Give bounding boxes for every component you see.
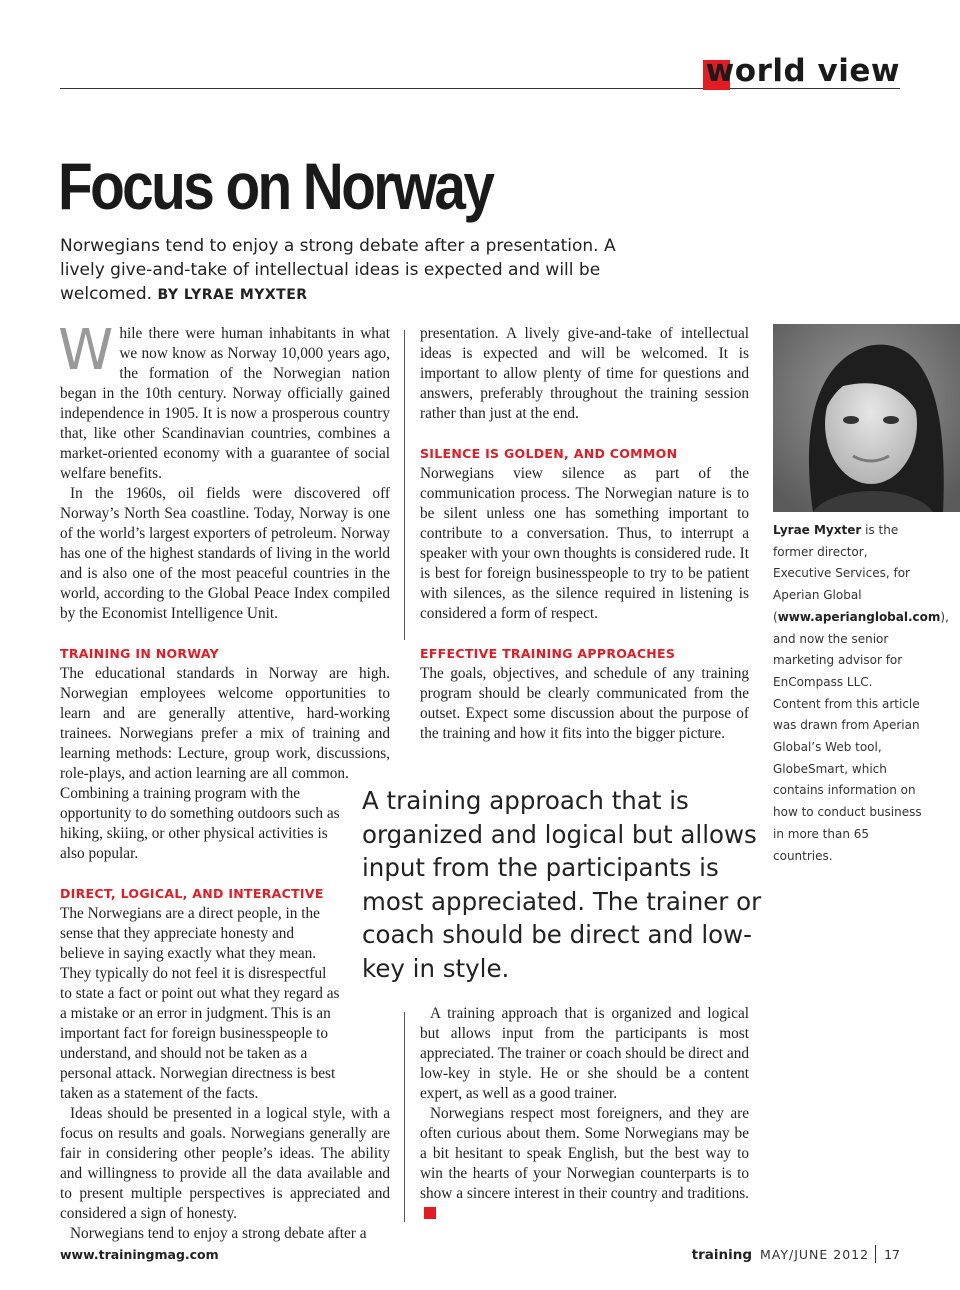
- column-rule-top: [404, 330, 405, 640]
- paragraph-7: Norwegians view silence as part of the communication process. The Norwegian nature is to be silent unless one has something important to contribute to a conversation. Thus, to interrupt a speaker with your own thoughts is considered rude. It is best for foreign businesspeople to try to be patient with silences, as the silence required in listening is considered a form of respect.: [420, 465, 749, 622]
- column-1: [58, 318, 390, 1244]
- paragraph-1-text: hile there were human inhabitants in what we now know as Norway 10,000 years ago, the formation of the Norwegian nation began in the 10th century. Norway officially gained independence in 1905. It is now a prosperous country that, like other Scandinavian countries, combines a market-oriented economy with a guarantee of social welfare benefits.: [60, 325, 390, 482]
- paragraph-8: The goals, objectives, and schedule of any training program should be clearly communicated from the outset. Expect some discussion about the purpose of the training and how it fits into the bigger picture.: [420, 665, 749, 742]
- article-title: Focus on Norway: [58, 149, 493, 223]
- byline: BY LYRAE MYXTER: [157, 287, 308, 303]
- subhead-direct-logical: DIRECT, LOGICAL, AND INTERACTIVE: [60, 886, 324, 901]
- paragraph-5: Ideas should be presented in a logical style, with a focus on results and goals. Norwegians generally are fair in considering other people’s ideas. The ability and willingness to provide all the data available and to present multiple perspectives is appreciated and considered a sign of honesty.: [60, 1105, 390, 1222]
- subhead-training-in-norway: TRAINING IN NORWAY: [60, 646, 219, 661]
- footer-folio: [692, 1245, 900, 1263]
- pull-quote: A training approach that is organized and logical but allows input from the participants is most appreciated. The trainer or coach should be direct and low-key in style.: [362, 786, 762, 983]
- author-name: Lyrae Myxter: [773, 523, 862, 537]
- end-mark-icon: [424, 1207, 436, 1219]
- section-label: [705, 53, 900, 89]
- section-label-rest: orld view: [734, 53, 900, 89]
- paragraph-3: The educational standards in Norway are high. Norwegian employees welcome opportunities to learn and are generally attentive, hard-working trainees. Norwegians prefer a mix of training and learning methods: Lecture, group work, discussions, role-plays, and action learning are all common.: [60, 665, 390, 782]
- paragraph-10-text: Norwegians respect most foreigners, and they are often curious about them. Some Norwegians may be a bit hesitant to speak English, but the best way to win the hearts of your Norwegian counterparts is to show a sincere interest in their country and traditions.: [420, 1105, 749, 1202]
- page-number: 17: [884, 1247, 900, 1262]
- paragraph-4-text: The Norwegians are a direct people, in the sense that they appreciate honesty and believe in saying exactly what they mean. They typically do not feel it is disrespectful to state a fact or point out what they regard as a mistake or an error in judgment. This is an important fact for foreign businesspeople to understand, and should not be taken as a personal attack. Norwegian directness is best taken as a statement of the facts.: [60, 905, 340, 1102]
- section-label-first: w: [705, 53, 735, 89]
- paragraph-6-continued: presentation. A lively give-and-take of intellectual ideas is expected and will be welcomed. It is important to allow plenty of time for questions and answers, preferably throughout the training session rather than just at the end.: [420, 325, 749, 422]
- column-2-lower: [420, 1004, 749, 1224]
- column-rule-bottom: [404, 1012, 405, 1222]
- paragraph-2: In the 1960s, oil fields were discovered off Norway’s North Sea coastline. Today, Norway is one of the world’s largest exporters of petroleum. Norway has one of the highest standards of living in the world and is also one of the most peaceful countries in the world, according to the Global Peace Index compiled by the Economist Intelligence Unit.: [60, 485, 390, 622]
- author-url: www.aperianglobal.com: [777, 609, 941, 624]
- author-bio: [773, 520, 949, 867]
- deck-text: Norwegians tend to enjoy a strong debate after a presentation. A lively give-and-take of intellectual ideas is expected and will be welcomed.: [60, 236, 616, 304]
- subhead-silence: SILENCE IS GOLDEN, AND COMMON: [420, 446, 678, 461]
- paragraph-4: [60, 904, 340, 1104]
- footer-url: www.trainingmag.com: [60, 1247, 219, 1262]
- drop-cap: W: [58, 318, 114, 383]
- footer-date: MAY/JUNE 2012: [760, 1247, 870, 1262]
- footer-separator: [875, 1245, 876, 1263]
- author-photo: [773, 324, 960, 512]
- footer-brand: training: [691, 1247, 753, 1263]
- paragraph-3b: Combining a training program with the opportunity to do something outdoors such as hiking, skiing, or other physical activities is also popular.: [60, 785, 340, 862]
- column-2: [420, 324, 749, 744]
- bio-text-2: ), and now the senior marketing advisor for EnCompass LLC. Content from this article was drawn from Aperian Global’s Web tool, GlobeSmart, which contains information on how to conduct business in more than 65 countries.: [773, 609, 949, 863]
- author-portrait-image: [773, 324, 960, 512]
- paragraph-6: Norwegians tend to enjoy a strong debate after a: [70, 1225, 367, 1242]
- bio-text-1: is the former director, Executive Services, for Aperian Global (: [773, 523, 910, 624]
- paragraph-9: A training approach that is organized and logical but allows input from the participants is most appreciated. The trainer or coach should be direct and low-key in style. He or she should be a content expert, as well as a good trainer.: [420, 1005, 749, 1102]
- article-deck: [60, 234, 620, 307]
- subhead-effective-training: EFFECTIVE TRAINING APPROACHES: [420, 646, 676, 661]
- paragraph-10: [420, 1104, 749, 1224]
- paragraph-1: [58, 318, 390, 484]
